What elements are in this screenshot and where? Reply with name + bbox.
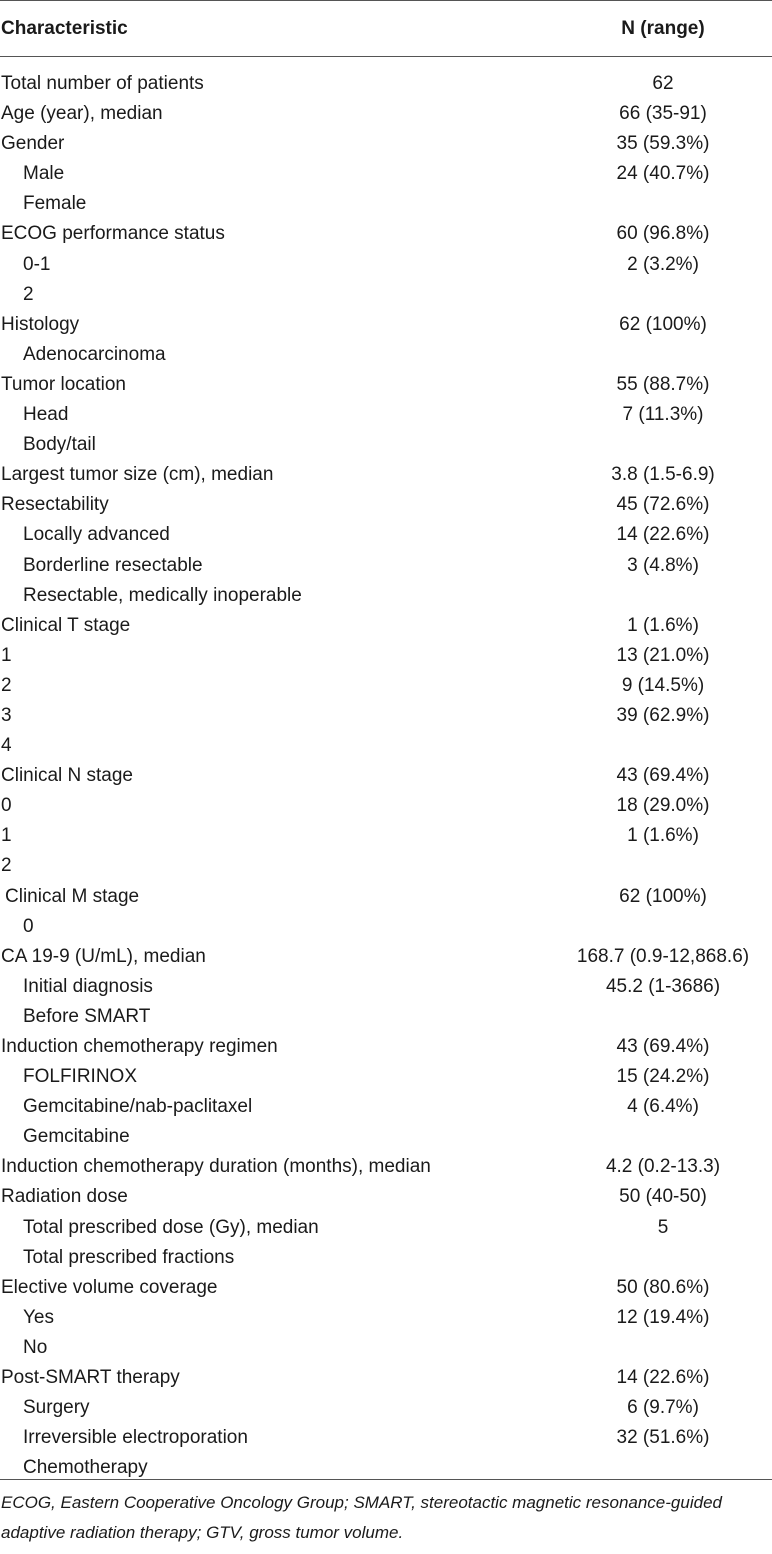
row-characteristic: 1 <box>1 644 12 666</box>
row-characteristic: Clinical M stage <box>5 885 140 907</box>
row-characteristic: Post-SMART therapy <box>1 1367 180 1389</box>
table-row <box>0 911 772 941</box>
table-row <box>0 68 772 98</box>
row-characteristic: Borderline resectable <box>23 554 203 576</box>
row-characteristic: 0-1 <box>23 253 51 275</box>
table-row <box>0 459 772 489</box>
header-n-range: N (range) <box>621 18 705 39</box>
table-row <box>0 610 772 640</box>
table-row <box>0 1181 772 1211</box>
row-characteristic: Resectability <box>1 494 109 516</box>
row-value: 12 (19.4%) <box>616 1306 710 1328</box>
row-value: 14 (22.6%) <box>616 524 710 546</box>
table-row <box>0 188 772 218</box>
row-value: 3 (4.8%) <box>627 554 699 576</box>
table-row <box>0 760 772 790</box>
row-characteristic: 2 <box>23 283 34 305</box>
table-row <box>0 971 772 1001</box>
row-value: 6 (9.7%) <box>627 1397 699 1419</box>
row-characteristic: Elective volume coverage <box>1 1276 218 1298</box>
row-characteristic: Before SMART <box>23 1005 151 1027</box>
table-row <box>0 700 772 730</box>
row-value: 1 (1.6%) <box>627 825 699 847</box>
row-value: 62 (100%) <box>619 313 707 335</box>
row-characteristic: Initial diagnosis <box>23 975 153 997</box>
row-value: 15 (24.2%) <box>616 1066 710 1088</box>
row-characteristic: Male <box>23 163 65 185</box>
table-row <box>0 580 772 610</box>
table-row <box>0 158 772 188</box>
table-row <box>0 1302 772 1332</box>
table-row <box>0 399 772 429</box>
row-characteristic: 4 <box>1 735 12 757</box>
header-rule <box>0 56 772 57</box>
row-value: 45.2 (1-3686) <box>605 975 721 997</box>
table-row <box>0 820 772 850</box>
bottom-rule <box>0 1479 772 1480</box>
table-row <box>0 1392 772 1422</box>
table-row <box>0 489 772 519</box>
table-row <box>0 1422 772 1452</box>
row-characteristic: Age (year), median <box>1 103 163 125</box>
row-value: 35 (59.3%) <box>616 133 710 155</box>
table-row <box>0 1001 772 1031</box>
row-value: 168.7 (0.9-12,868.6) <box>576 945 750 967</box>
row-value: 14 (22.6%) <box>616 1367 710 1389</box>
table-row <box>0 790 772 820</box>
table-row <box>0 1362 772 1392</box>
table-row <box>0 1242 772 1272</box>
table-row <box>0 128 772 158</box>
table-footnote: ECOG, Eastern Cooperative Oncology Group; SMART, stereotactic magnetic resonance-guided adaptive radiation therapy; GTV, gross tumor volume. <box>1 1493 722 1542</box>
table-row <box>0 1212 772 1242</box>
row-characteristic: Body/tail <box>23 434 96 456</box>
table-row <box>0 670 772 700</box>
table-row <box>0 1061 772 1091</box>
row-characteristic: Chemotherapy <box>23 1457 148 1479</box>
row-characteristic: Locally advanced <box>23 524 170 546</box>
row-characteristic: Largest tumor size (cm), median <box>1 464 274 486</box>
table-header <box>0 1 772 56</box>
row-characteristic: Adenocarcinoma <box>23 343 166 365</box>
row-characteristic: Radiation dose <box>1 1186 128 1208</box>
row-characteristic: Female <box>23 193 87 215</box>
table-row <box>0 850 772 880</box>
row-value: 5 <box>657 1216 669 1238</box>
row-value: 43 (69.4%) <box>616 1036 710 1057</box>
table-body <box>0 68 772 1482</box>
row-characteristic: 0 <box>1 795 12 817</box>
table-row <box>0 249 772 279</box>
table-row <box>0 550 772 580</box>
row-value: 18 (29.0%) <box>616 795 710 817</box>
row-characteristic: Gemcitabine/nab-paclitaxel <box>23 1096 253 1118</box>
row-characteristic: Irreversible electroporation <box>23 1427 248 1449</box>
table-row <box>0 1031 772 1061</box>
row-value: 43 (69.4%) <box>616 765 710 787</box>
row-characteristic: FOLFIRINOX <box>23 1066 138 1088</box>
table-row <box>0 941 772 971</box>
table-row <box>0 98 772 128</box>
row-characteristic: Tumor location <box>1 373 126 395</box>
row-value: 4 (6.4%) <box>627 1096 699 1118</box>
table-row <box>0 1272 772 1302</box>
row-value: 2 (3.2%) <box>627 253 699 275</box>
row-value: 32 (51.6%) <box>616 1427 710 1449</box>
row-characteristic: 2 <box>1 855 12 877</box>
row-characteristic: Gemcitabine <box>23 1126 130 1148</box>
row-value: 60 (96.8%) <box>616 223 710 245</box>
row-characteristic: 3 <box>1 704 12 726</box>
table-row <box>0 279 772 309</box>
row-characteristic: Resectable, medically inoperable <box>23 584 302 606</box>
table-row <box>0 519 772 549</box>
table-row <box>0 730 772 760</box>
row-characteristic: Total prescribed dose (Gy), median <box>23 1216 319 1238</box>
table-row <box>0 1151 772 1181</box>
row-characteristic: Gender <box>1 133 65 155</box>
row-characteristic: Surgery <box>23 1397 90 1419</box>
row-characteristic: Clinical N stage <box>1 765 133 787</box>
row-characteristic: 0 <box>23 915 34 937</box>
row-characteristic: CA 19-9 (U/mL), median <box>1 945 206 967</box>
row-value: 4.2 (0.2-13.3) <box>605 1156 721 1178</box>
row-characteristic: Clinical T stage <box>1 614 131 636</box>
row-value: 39 (62.9%) <box>616 704 710 726</box>
row-characteristic: Histology <box>1 313 80 335</box>
table-row <box>0 1332 772 1362</box>
row-characteristic: Head <box>23 404 69 426</box>
row-value: 62 <box>652 73 674 94</box>
table-row <box>0 1452 772 1482</box>
table-row <box>0 309 772 339</box>
row-value: 1 (1.6%) <box>627 614 699 636</box>
row-characteristic: Yes <box>23 1306 54 1328</box>
row-value: 13 (21.0%) <box>616 644 710 666</box>
row-value: 7 (11.3%) <box>622 404 704 426</box>
row-value: 45 (72.6%) <box>616 494 710 516</box>
table-row <box>0 1121 772 1151</box>
row-characteristic: Induction chemotherapy duration (months), median <box>1 1156 431 1178</box>
row-characteristic: Total prescribed fractions <box>23 1246 235 1268</box>
table-row <box>0 369 772 399</box>
table-row <box>0 429 772 459</box>
table-row <box>0 1091 772 1121</box>
header-characteristic: Characteristic <box>1 18 128 39</box>
row-characteristic: ECOG performance status <box>1 223 225 245</box>
row-characteristic: Total number of patients <box>1 73 204 94</box>
row-value: 66 (35-91) <box>619 103 707 125</box>
row-value: 55 (88.7%) <box>616 373 710 395</box>
row-characteristic: Induction chemotherapy regimen <box>1 1036 278 1057</box>
row-value: 50 (80.6%) <box>616 1276 710 1298</box>
table-row <box>0 640 772 670</box>
row-value: 24 (40.7%) <box>616 163 710 185</box>
row-characteristic: No <box>23 1336 48 1358</box>
row-value: 50 (40-50) <box>619 1186 707 1208</box>
row-characteristic: 2 <box>1 674 12 696</box>
table-row <box>0 339 772 369</box>
row-value: 3.8 (1.5-6.9) <box>611 464 715 486</box>
row-value: 9 (14.5%) <box>621 674 705 696</box>
row-characteristic: 1 <box>1 825 12 847</box>
table-row <box>0 881 772 911</box>
table-row <box>0 218 772 248</box>
row-value: 62 (100%) <box>619 885 707 907</box>
